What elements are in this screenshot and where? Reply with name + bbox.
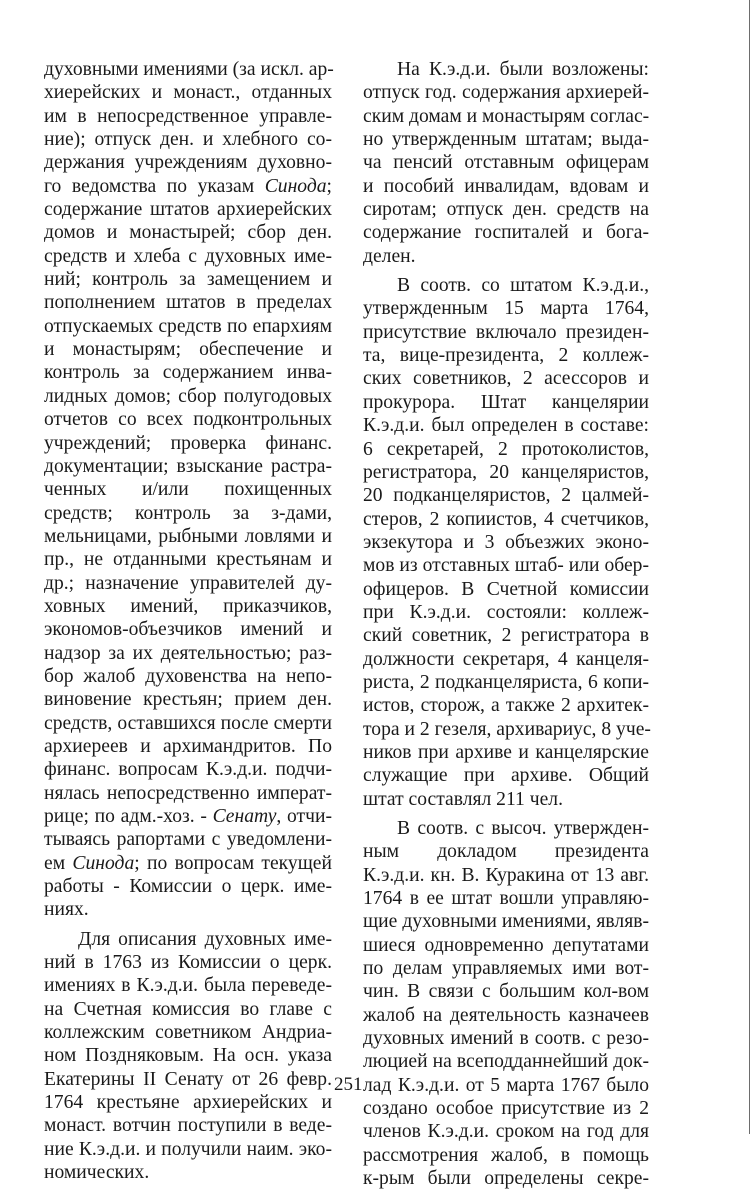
text-line: тываясь рапортами с уведомлени- <box>44 829 332 851</box>
text-line: истов, сторож, а также 2 архитек- <box>363 695 649 717</box>
text-line: на Счетная комиссия во главе с <box>44 998 332 1020</box>
text-line: пополнением штатов в пределах <box>44 292 332 314</box>
text-line: создано особое присутствие из 2 <box>363 1098 649 1120</box>
text-line: но утвержденным штатам; выда- <box>363 129 649 151</box>
text-line: ских советников, 2 асессоров и <box>363 368 649 390</box>
text-line: средств и хлеба с духовных име- <box>44 245 332 267</box>
text-line: тора и 2 гезеля, архивариус, 8 уче- <box>363 718 651 740</box>
text-line: монаст. вотчин поступили в веде- <box>44 1115 332 1137</box>
text-line: при К.э.д.и. состояли: коллеж- <box>363 601 649 623</box>
text-line: отчетов со всех подконтрольных <box>44 409 332 431</box>
text-line: ча пенсий отставным офицерам <box>363 152 649 174</box>
text-line: ние); отпуск ден. и хлебного со- <box>44 129 332 151</box>
text-line: духовными имениями (за искл. ар- <box>44 59 334 80</box>
text-line: ние К.э.д.и. и получили наим. эко- <box>44 1138 332 1160</box>
text-line: стеров, 2 копиистов, 4 счетчиков, <box>363 508 649 530</box>
text-line: регистратора, 20 канцеляристов, <box>363 461 649 483</box>
text-line: ниях. <box>44 899 89 921</box>
text-line: членов К.э.д.и. сроком на год для <box>363 1121 649 1143</box>
page-number: 251 <box>334 1074 363 1095</box>
text-line: содержание госпиталей и бога- <box>363 222 649 244</box>
text-line: надзор за их деятельностью; раз- <box>44 642 332 664</box>
text-line: по делам управляемых ими вот- <box>363 958 649 980</box>
text-line: Для описания духовных име- <box>78 928 332 950</box>
text-line: В соотв. с высоч. утвержден- <box>397 818 649 839</box>
text-line: шиеся одновременно депутатами <box>363 934 649 956</box>
text-line: ным докладом президента <box>363 841 649 863</box>
text-line: прокурора. Штат канцелярии <box>363 391 649 413</box>
text-line: рассмотрения жалоб, в помощь <box>363 1144 649 1166</box>
text-line: люцией на всеподданнейший док- <box>363 1051 649 1073</box>
text-line: К.э.д.и. был определен в составе: <box>363 415 649 437</box>
text-line: средств; контроль за з-дами, <box>44 502 332 524</box>
paragraph <box>363 817 649 1191</box>
text-line: номических. <box>44 1162 150 1184</box>
text-line: та, вице-президента, 2 коллеж- <box>363 345 649 367</box>
text-line: ном Поздняковым. На осн. указа <box>44 1045 332 1067</box>
text-line: архиереев и архимандритов. По <box>44 735 332 757</box>
text-line: щие духовными имениями, являв- <box>363 911 649 933</box>
text-line: риста, 2 подканцеляриста, 6 копи- <box>363 671 649 693</box>
text-line: виновение крестьян; прием ден. <box>44 689 332 711</box>
text-line: ченных и/или похищенных <box>44 479 332 501</box>
text-line: духовных имений в соотв. с резо- <box>363 1028 649 1050</box>
text-line: сиротам; отпуск ден. средств на <box>363 199 649 221</box>
left-column <box>44 58 332 1185</box>
text-line: бор жалоб духовенства на непо- <box>44 665 332 687</box>
text-line: 1764 крестьяне архиерейских и <box>44 1092 332 1114</box>
text-line: должности секретаря, 4 канцеля- <box>363 648 649 670</box>
text-line: им в непосредственное управле- <box>44 105 332 127</box>
text-line: На К.э.д.и. были возложены: <box>397 59 649 80</box>
text-line: чин. В связи с большим кол-вом <box>363 981 649 1003</box>
text-line: ский советник, 2 регистратора в <box>363 625 649 647</box>
paragraph <box>363 58 649 268</box>
text-line: лад К.э.д.и. от 5 марта 1767 было <box>363 1074 649 1096</box>
text-line: документации; взыскание растра- <box>44 455 332 477</box>
text-line: В соотв. со штатом К.э.д.и., <box>397 275 649 297</box>
text-line: имениях в К.э.д.и. была переведе- <box>44 975 332 997</box>
text-line: 20 подканцеляристов, 2 цалмей- <box>363 485 649 507</box>
paragraph <box>363 274 649 811</box>
text-line: ховных имений, приказчиков, <box>44 595 332 617</box>
text-line: и монастырям; обеспечение и <box>44 339 332 361</box>
paragraph <box>44 58 332 922</box>
text-line: штат составлял 211 чел. <box>363 788 563 810</box>
paragraph <box>44 928 332 1185</box>
right-column <box>363 58 649 1191</box>
text-line: мельницами, рыбными ловлями и <box>44 525 332 547</box>
text-line: делен. <box>363 245 416 267</box>
text-line: ским домам и монастырям соглас- <box>363 105 650 127</box>
text-line: 6 секретарей, 2 протоколистов, <box>363 438 649 460</box>
text-line: Екатерины II Сенату от 26 февр. <box>44 1068 332 1090</box>
text-line: к-рым были определены секре- <box>363 1168 649 1190</box>
text-line: утвержденным 15 марта 1764, <box>363 298 649 320</box>
text-line: служащие при архиве. Общий <box>363 765 649 787</box>
text-line: ний в 1763 из Комиссии о церк. <box>44 952 332 974</box>
text-line: лидных домов; сбор полугодовых <box>44 385 332 407</box>
text-line: ний; контроль за замещением и <box>44 269 332 291</box>
text-line: коллежским советником Андриа- <box>44 1022 332 1044</box>
text-line: работы - Комиссии о церк. име- <box>44 876 332 898</box>
text-line: мов из отставных штаб- или обер- <box>363 555 649 577</box>
text-line: го ведомства по указам Синода; <box>44 175 332 197</box>
text-line: экзекутора и 3 объезжих эконо- <box>363 531 649 553</box>
text-line: К.э.д.и. кн. В. Куракина от 13 авг. <box>363 864 649 886</box>
text-line: финанс. вопросам К.э.д.и. подчи- <box>44 759 332 781</box>
text-line: учреждений; проверка финанс. <box>44 432 332 454</box>
page-edge-line <box>749 0 750 1134</box>
text-line: 1764 в ее штат вошли управляю- <box>363 888 649 910</box>
text-line: содержание штатов архиерейских <box>44 199 332 221</box>
text-line: и пособий инвалидам, вдовам и <box>363 175 649 197</box>
text-line: ем Синода; по вопросам текущей <box>44 852 332 874</box>
text-line: отпуск год. содержания архиерей- <box>363 82 649 104</box>
text-line: нялась непосредственно императ- <box>44 782 332 804</box>
text-line: хиерейских и монаст., отданных <box>44 82 332 104</box>
text-line: ников при архиве и канцелярские <box>363 741 649 763</box>
text-line: жалоб на деятельность казначеев <box>363 1004 649 1026</box>
text-line: офицеров. В Счетной комиссии <box>363 578 649 600</box>
text-line: др.; назначение управителей ду- <box>44 572 332 594</box>
text-line: держания учреждениям духовно- <box>44 152 332 174</box>
text-line: контроль за содержанием инва- <box>44 362 332 384</box>
text-line: домов и монастырей; сбор ден. <box>44 222 332 244</box>
text-line: средств, оставшихся после смерти <box>44 712 332 734</box>
text-line: экономов-объезчиков имений и <box>44 619 332 641</box>
text-line: присутствие включало президен- <box>363 321 649 343</box>
text-line: пр., не отданными крестьянам и <box>44 549 332 571</box>
text-line: рице; по адм.-хоз. - Сенату, отчи- <box>44 806 332 827</box>
text-line: отпускаемых средств по епархиям <box>44 315 332 337</box>
